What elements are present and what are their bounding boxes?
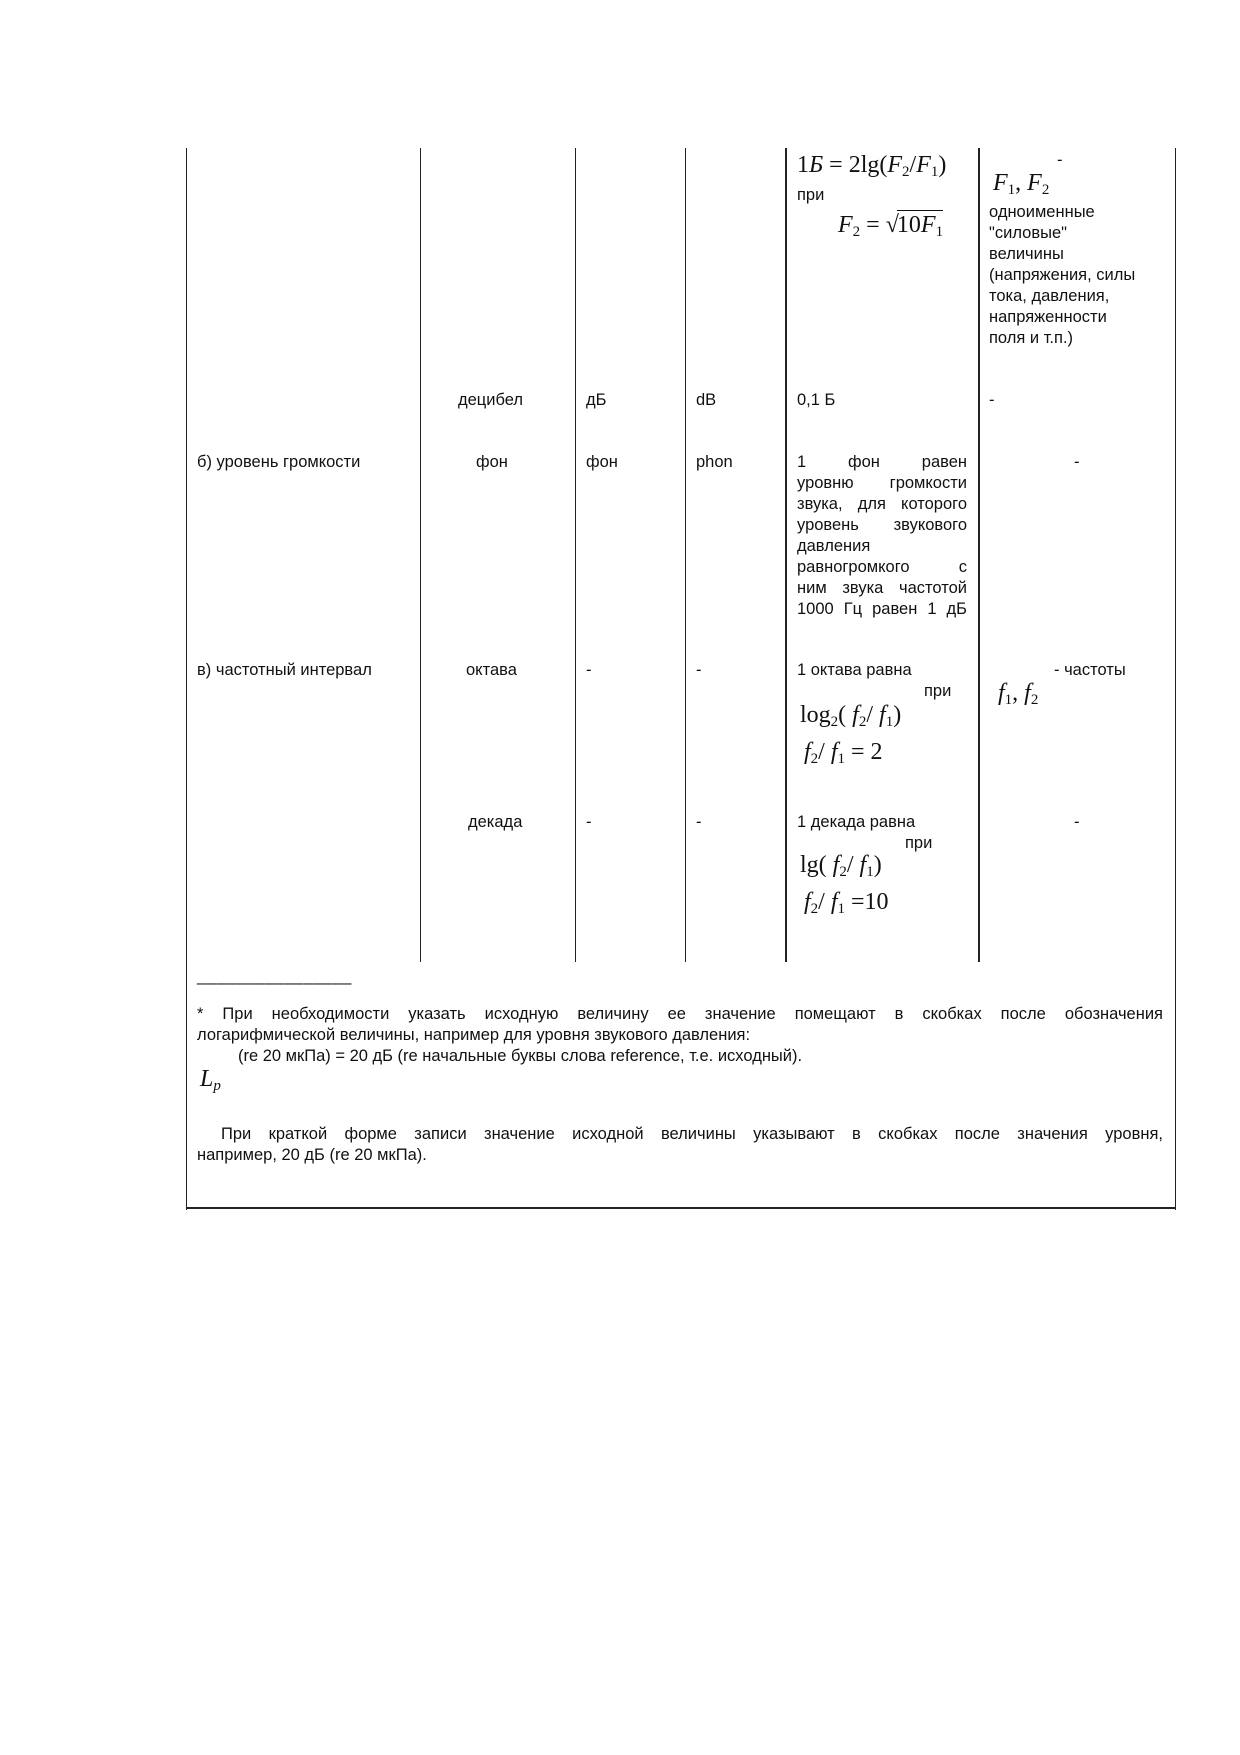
row3-notes: - (1074, 453, 1080, 471)
row4-unit-ru: - (586, 661, 592, 679)
row3-definition-line: звука, для которого (797, 495, 967, 513)
table-border-right (1175, 148, 1176, 1210)
table-divider-col4 (785, 148, 787, 962)
table-divider-col2 (575, 148, 576, 962)
row3-definition-line: равногромкого с (797, 558, 967, 576)
row2-unit-name: децибел (458, 391, 523, 409)
row1-notes-line-5: тока, давления, (989, 287, 1110, 305)
footnote-star-line: логарифмической величины, например для уровня звукового давления: (197, 1026, 751, 1044)
row4-definition: 1 октава равна (797, 661, 912, 679)
row4-notes: - частоты (1054, 661, 1126, 679)
row1-notes-line-7: поля и т.п.) (989, 329, 1074, 347)
table-border-bottom (186, 1207, 1176, 1209)
footnote-example-symbol: $L_p$ (200, 1066, 221, 1094)
footnote-star-line: * При необходимости указать исходную величину ее значение помещают в скобках после обозначения (197, 1005, 1163, 1023)
row4-unit-name: октава (466, 661, 517, 679)
footnote-short-line: При краткой форме записи значение исходной величины указывают в скобках после значения уровня, (221, 1125, 1163, 1143)
row1-notes-line-1: одноименные (989, 203, 1095, 221)
row5-notes: - (1074, 813, 1080, 831)
row3-definition-line: уровню громкости (797, 474, 967, 492)
row1-notes-line-3: величины (989, 245, 1064, 263)
row5-pri-label: при (905, 834, 933, 852)
row2-definition: 0,1 Б (797, 391, 836, 409)
row5-definition: 1 декада равна (797, 813, 916, 831)
formula-bel-condition: $F_2 = √10F_1$ (838, 212, 944, 240)
footnote-rule: ________________ (197, 967, 352, 985)
row1-notes-line-4: (напряжения, силы (989, 266, 1136, 284)
table-border-left (186, 148, 187, 1210)
table-divider-col1 (420, 148, 421, 962)
row5-unit-name: декада (468, 813, 523, 831)
row1-notes-dash: - (1057, 151, 1063, 169)
footnote-star-paragraph (197, 1004, 1163, 1046)
footnote-short-line: например, 20 дБ (re 20 мкПа). (197, 1146, 427, 1164)
row2-unit-ru: дБ (586, 391, 607, 409)
row4-pri-label: при (924, 682, 952, 700)
footnote-example: (re 20 мкПа) = 20 дБ (re начальные буквы слова reference, т.е. исходный). (238, 1047, 803, 1065)
row3-unit-ru: фон (586, 453, 618, 471)
row4-quantity: в) частотный интервал (197, 661, 372, 679)
formula-decade-condition: $f_2/$ $f_1 =10$ (804, 889, 889, 917)
formula-octave-condition: $f_2/$ $f_1 = 2$ (804, 739, 883, 767)
formula-bel-definition: $1Б = 2\lg(F_2/F_1)$ (797, 152, 947, 180)
row4-notes-vars: $f_1$, $f_2$ (998, 680, 1039, 708)
row2-unit-intl: dB (696, 391, 717, 409)
row2-notes: - (989, 391, 995, 409)
footnote-short-paragraph (197, 1124, 1163, 1166)
table-divider-col3 (685, 148, 686, 962)
row3-definition-line: ним звука частотой (797, 579, 967, 597)
row1-pri-label: при (797, 186, 825, 204)
row3-definition (797, 452, 967, 620)
row3-definition-line: 1000 Гц равен 1 дБ (797, 600, 967, 618)
row3-definition-line: уровень звукового (797, 516, 967, 534)
formula-decade-log: lg( $f_2/$ $f_1$) (800, 852, 882, 880)
row4-unit-intl: - (696, 661, 702, 679)
row1-notes-line-2: "силовые" (989, 224, 1067, 242)
row1-notes-line-6: напряженности (989, 308, 1107, 326)
row3-definition-line: давления (797, 537, 871, 555)
row3-unit-intl: phon (696, 453, 733, 471)
row3-quantity: б) уровень громкости (197, 453, 361, 471)
row5-unit-intl: - (696, 813, 702, 831)
formula-octave-log: $\log_2$( $f_2/$ $f_1$) (800, 702, 902, 730)
row3-definition-line: 1 фон равен (797, 453, 967, 471)
row5-unit-ru: - (586, 813, 592, 831)
table-divider-col5 (978, 148, 980, 962)
row1-notes-vars: $F_1$, $F_2$ (993, 170, 1050, 198)
row3-unit-name: фон (476, 453, 508, 471)
